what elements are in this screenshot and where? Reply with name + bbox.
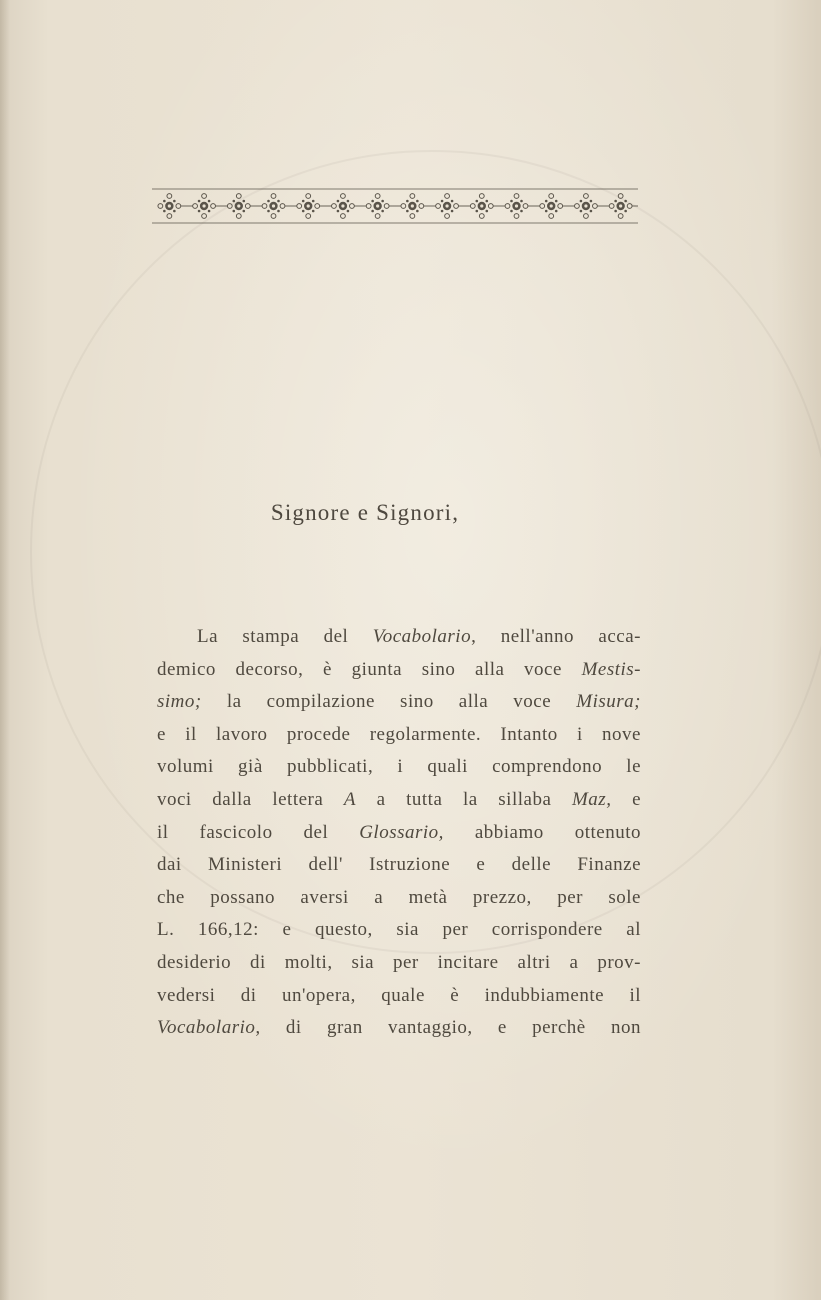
ornament-motif	[540, 194, 575, 219]
salutation-heading: Signore e Signori,	[270, 500, 460, 525]
text-line	[157, 621, 641, 654]
ornament-motif	[262, 194, 297, 219]
text-segment: voci dalla lettera	[157, 788, 344, 810]
text-segment: L. 166,12: e questo, sia per corrispondere al	[157, 919, 641, 941]
text-segment: di gran vantaggio, e perchè non	[260, 1017, 641, 1039]
italic-text: Vocabolario	[372, 626, 472, 647]
italic-text: Vocabolario,	[157, 1017, 261, 1039]
text-line	[157, 817, 641, 850]
ornament-motif	[470, 194, 505, 219]
italic-text: simo;	[157, 691, 202, 713]
ornament-motif	[332, 194, 367, 219]
page-edge-shadow	[0, 0, 10, 1300]
text-line	[157, 914, 641, 947]
text-segment: il fascicolo del	[157, 821, 360, 843]
ornament-motif	[436, 194, 471, 219]
ornament-motif	[609, 194, 638, 219]
ornament-motif	[401, 194, 436, 219]
text-line	[157, 1012, 641, 1045]
text-line	[157, 751, 641, 784]
italic-text: Maz,	[571, 788, 612, 810]
italic-text: Glossario,	[359, 821, 444, 843]
italic-text: Misura;	[576, 691, 641, 713]
floral-border-ornament-icon	[152, 186, 638, 226]
text-line	[157, 849, 641, 882]
ornament-motif	[193, 194, 228, 219]
text-segment: vedersi di un'opera, quale è indubbiamente il	[157, 984, 641, 1006]
text-segment: a tutta la sillaba	[356, 788, 572, 810]
text-segment: e	[611, 788, 641, 810]
italic-text: A	[343, 788, 356, 810]
text-line	[157, 784, 641, 817]
text-segment: volumi già pubblicati, i quali comprendono le	[157, 756, 641, 778]
ornament-motif	[505, 194, 540, 219]
ornament-motif	[297, 194, 332, 219]
text-segment: abbiamo ottenuto	[443, 821, 641, 843]
text-line	[157, 719, 641, 752]
text-line	[157, 882, 641, 915]
text-segment: La stampa del	[197, 626, 373, 647]
text-segment: demico decorso, è giunta sino alla voce	[157, 658, 582, 680]
text-segment: dai Ministeri dell' Istruzione e delle Finanze	[157, 854, 641, 876]
italic-text: Mestis-	[581, 658, 641, 680]
text-segment: e il lavoro procede regolarmente. Intanto i nove	[157, 723, 641, 745]
ornament-motif	[366, 194, 401, 219]
body-paragraph	[157, 621, 641, 1045]
text-line	[157, 686, 641, 719]
ornament-motif	[575, 194, 610, 219]
ornament-motif	[158, 194, 193, 219]
text-segment: desiderio di molti, sia per incitare altri a prov-	[157, 951, 641, 973]
ornament-motif	[227, 194, 262, 219]
text-line	[157, 980, 641, 1013]
text-segment: che possano aversi a metà prezzo, per sole	[157, 886, 641, 908]
text-line	[157, 947, 641, 980]
text-segment: la compilazione sino alla voce	[201, 691, 577, 713]
text-segment: , nell'anno acca-	[471, 626, 641, 647]
text-line	[157, 654, 641, 687]
